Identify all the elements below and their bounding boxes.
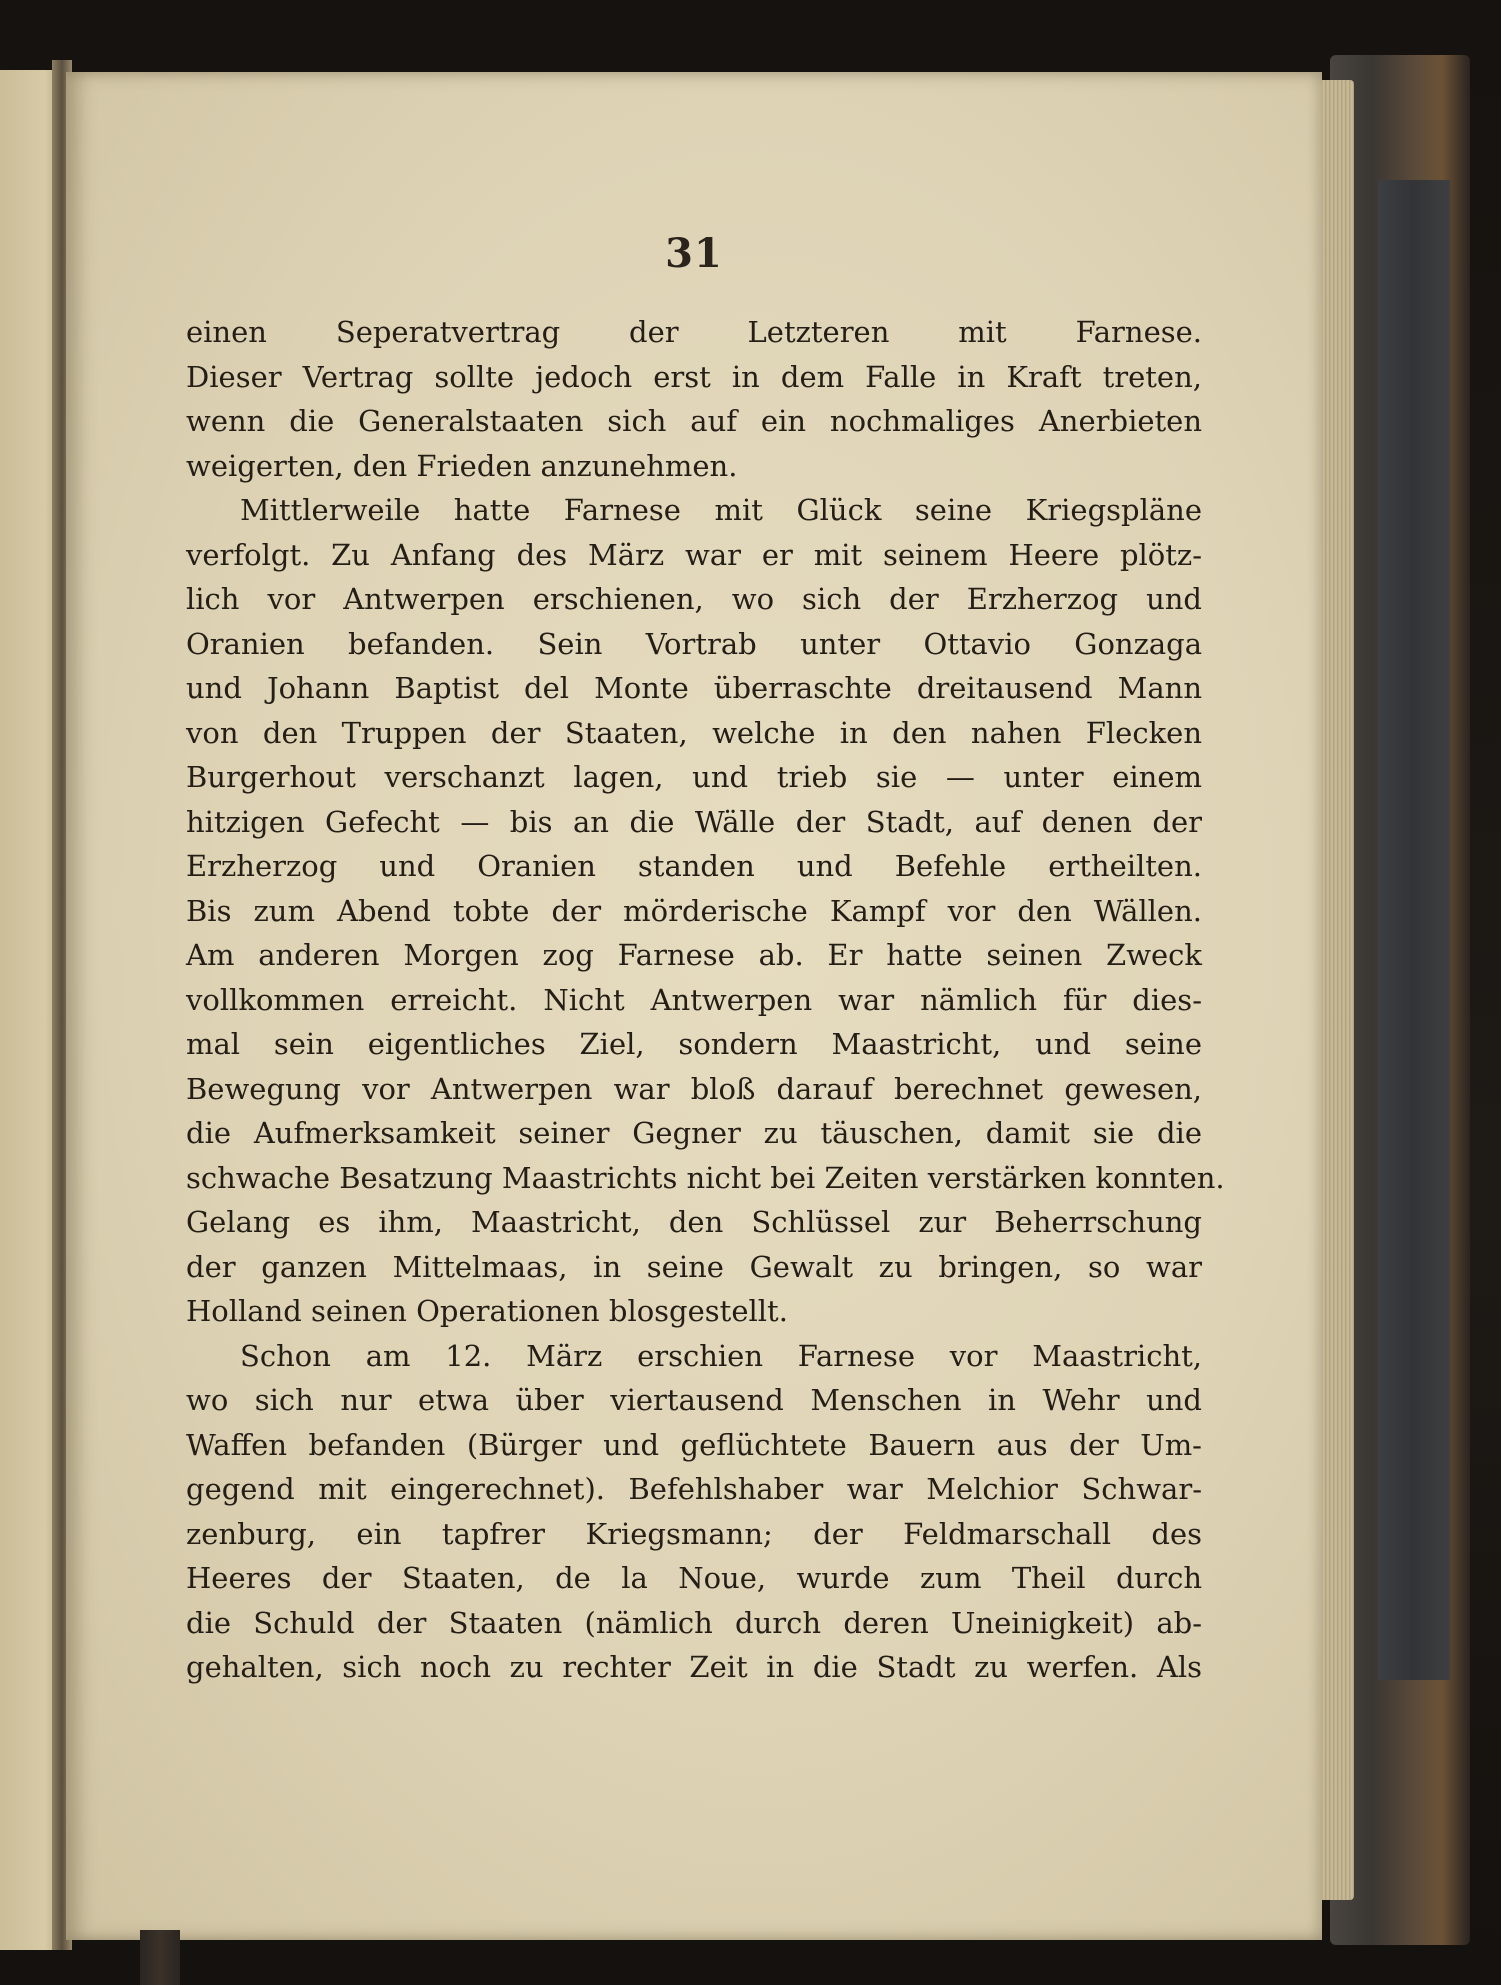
text-line: Dieser Vertrag sollte jedoch erst in dem Falle in Kraft treten, — [186, 359, 1202, 394]
text-line: Holland seinen Operationen blosgestellt. — [186, 1294, 788, 1328]
text-line: von den Truppen der Staaten, welche in den nahen Flecken — [186, 715, 1202, 750]
text-line: vollkommen erreicht. Nicht Antwerpen war nämlich für dies- — [186, 982, 1202, 1017]
page-number: 31 — [665, 230, 723, 277]
text-line: weigerten, den Frieden anzunehmen. — [186, 448, 738, 483]
text-line: Burgerhout verschanzt lagen, und trieb sie — unter einem — [186, 760, 1202, 794]
page-edges — [1318, 80, 1354, 1900]
text-line: Mittlerweile hatte Farnese mit Glück seine Kriegspläne — [240, 493, 1202, 527]
body-text — [186, 310, 1225, 1690]
text-line: Schon am 12. März erschien Farnese vor Maastricht, — [240, 1338, 1202, 1373]
text-line: Heeres der Staaten, de la Noue, wurde zum Theil durch — [186, 1561, 1202, 1595]
text-line: der ganzen Mittelmaas, in seine Gewalt zu bringen, so war — [186, 1249, 1202, 1284]
text-line: Waffen befanden (Bürger und geflüchtete Bauern aus der Um- — [186, 1427, 1202, 1462]
text-line: Erzherzog und Oranien standen und Befehle ertheilten. — [186, 849, 1202, 883]
text-line: Bewegung vor Antwerpen war bloß darauf berechnet gewesen, — [186, 1071, 1202, 1106]
text-line: Bis zum Abend tobte der mörderische Kampf vor den Wällen. — [186, 893, 1202, 928]
text-line: Am anderen Morgen zog Farnese ab. Er hatte seinen Zweck — [186, 938, 1202, 972]
text-line: einen Seperatvertrag der Letzteren mit Farnese. — [186, 315, 1202, 349]
text-line: Gelang es ihm, Maastricht, den Schlüssel zur Beherrschung — [186, 1205, 1202, 1239]
text-line: lich vor Antwerpen erschienen, wo sich der Erzherzog und — [186, 582, 1202, 616]
text-line: mal sein eigentliches Ziel, sondern Maastricht, und seine — [186, 1027, 1202, 1061]
bookmark-ribbon — [140, 1930, 180, 1985]
text-line: schwache Besatzung Maastrichts nicht bei Zeiten verstärken konnten. — [186, 1160, 1225, 1195]
text-line: die Aufmerksamkeit seiner Gegner zu täuschen, damit sie die — [186, 1116, 1202, 1150]
book-page — [66, 72, 1322, 1940]
text-line: verfolgt. Zu Anfang des März war er mit seinem Heere plötz- — [186, 537, 1202, 572]
text-line: zenburg, ein tapfrer Kriegsmann; der Feldmarschall des — [186, 1516, 1202, 1551]
text-line: und Johann Baptist del Monte überraschte dreitausend Mann — [186, 671, 1202, 705]
text-line: wo sich nur etwa über viertausend Menschen in Wehr und — [186, 1383, 1202, 1417]
text-line: gegend mit eingerechnet). Befehlshaber war Melchior Schwar- — [186, 1472, 1202, 1506]
text-line: die Schuld der Staaten (nämlich durch deren Uneinigkeit) ab- — [186, 1605, 1202, 1640]
text-line: wenn die Generalstaaten sich auf ein nochmaliges Anerbieten — [186, 404, 1202, 438]
text-line: gehalten, sich noch zu rechter Zeit in die Stadt zu werfen. Als — [186, 1650, 1202, 1684]
text-line: Oranien befanden. Sein Vortrab unter Ottavio Gonzaga — [186, 626, 1202, 661]
text-line: hitzigen Gefecht — bis an die Wälle der Stadt, auf denen der — [186, 804, 1202, 839]
cover-spine-strip — [1378, 180, 1450, 1680]
